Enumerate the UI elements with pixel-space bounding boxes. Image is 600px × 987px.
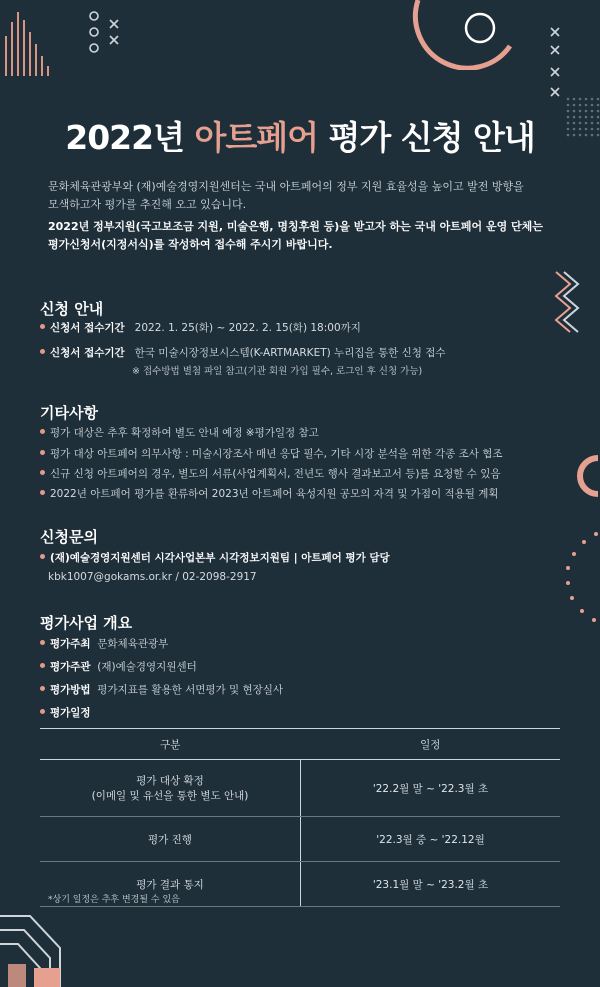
overview-item: [40, 705, 91, 721]
bullet-icon: [40, 554, 45, 559]
bar-pattern-decoration: [0, 0, 60, 80]
intro-paragraph-2: [48, 218, 558, 254]
dotted-arc-decoration: [556, 528, 600, 628]
title-year: 2022년: [65, 118, 184, 157]
title-accent: 아트페어: [194, 118, 318, 157]
table-cell-period: '22.3월 중 ~ '22.12월: [301, 817, 561, 862]
intro-paragraph-1: [48, 178, 558, 214]
half-circle-decoration: [568, 454, 600, 498]
etc-item-text: 평가 대상은 추후 확정하여 별도 안내 예정 ※평가일정 참고: [50, 427, 319, 439]
stage-line: (이메일 및 유선을 통한 별도 안내): [91, 790, 249, 802]
etc-item-text: 2022년 아트페어 평가를 환류하여 2023년 아트페어 육성지원 공모의 자격 및 가점이 적용될 계획: [50, 488, 499, 500]
table-cell-stage: 평가 진행: [40, 817, 301, 862]
bullet-icon: [40, 663, 45, 668]
overview-heading: 평가사업 개요: [40, 614, 133, 632]
overview-item: [40, 682, 283, 698]
apply-method-label: 신청서 접수기간: [50, 347, 125, 359]
overview-item-label: 평가일정: [50, 707, 91, 719]
table-cell-stage: 평가 결과 통지: [40, 862, 301, 907]
table-header-row: [40, 729, 560, 760]
intro-line: 모색하고자 평가를 추진해 오고 있습니다.: [48, 198, 247, 211]
etc-item: [40, 486, 499, 502]
table-header-cell: 구분: [40, 729, 301, 760]
zigzag-decoration: [552, 270, 582, 336]
table-cell-stage: [40, 760, 301, 817]
apply-heading: 신청 안내: [40, 300, 104, 318]
etc-item: [40, 446, 503, 462]
overview-item: [40, 659, 197, 675]
schedule-note: *상기 일정은 추후 변경될 수 있음: [48, 895, 180, 905]
apply-period-label: 신청서 접수기간: [50, 322, 125, 334]
table-cell-period: '23.1월 말 ~ '23.2월 초: [301, 862, 561, 907]
overview-item-value: 평가지표를 활용한 서면평가 및 현장실사: [97, 684, 284, 696]
apply-method-value: 한국 미술시장정보시스템(K-ARTMARKET) 누리집을 통한 신청 접수: [134, 347, 446, 359]
overview-item-label: 평가주최: [50, 638, 91, 650]
bullet-icon: [40, 709, 45, 714]
cube-lines-decoration: [0, 908, 80, 987]
table-header-cell: 일정: [301, 729, 561, 760]
page-title: [0, 112, 600, 159]
etc-heading: 기타사항: [40, 404, 98, 422]
intro-line: 문화체육관광부와 (재)예술경영지원센터는 국내 아트페어의 정부 지원 효율성을 높이고 발전 방향을: [48, 180, 524, 193]
bullet-icon: [40, 490, 45, 495]
contact-detail: kbk1007@gokams.or.kr / 02-2098-2917: [48, 571, 257, 583]
schedule-table: [40, 728, 560, 907]
overview-item-value: (재)예술경영지원센터: [97, 661, 197, 673]
table-row: [40, 760, 560, 817]
crosses-decoration-right: [545, 22, 569, 102]
bullet-icon: [40, 470, 45, 475]
apply-period-row: [40, 320, 361, 336]
etc-item: [40, 466, 501, 482]
apply-period-value: 2022. 1. 25(화) ~ 2022. 2. 15(화) 18:00까지: [134, 322, 361, 334]
contact-org: (재)예술경영지원센터 시각사업본부 시각정보지원팀 | 아트페어 평가 담당: [50, 552, 390, 564]
apply-method-row: [40, 345, 446, 361]
apply-method-note: ※ 접수방법 별첨 파일 참고(기관 회원 가입 필수, 로그인 후 신청 가능): [132, 366, 423, 377]
bullet-icon: [40, 640, 45, 645]
table-row: [40, 817, 560, 862]
contact-heading: 신청문의: [40, 528, 98, 546]
overview-item-label: 평가주관: [50, 661, 91, 673]
bullet-icon: [40, 324, 45, 329]
table-cell-period: '22.2월 말 ~ '22.3월 초: [301, 760, 561, 817]
title-rest: 평가 신청 안내: [328, 118, 535, 157]
overview-item: [40, 636, 168, 652]
etc-item: [40, 425, 319, 441]
stage-line: 평가 대상 확정: [136, 775, 204, 787]
bullet-icon: [40, 349, 45, 354]
bullet-icon: [40, 429, 45, 434]
overview-item-value: 문화체육관광부: [97, 638, 169, 650]
intro-line: 평가신청서(지정서식)를 작성하여 접수해 주시기 바랍니다.: [48, 238, 333, 251]
bullet-icon: [40, 686, 45, 691]
circles-crosses-decoration: [86, 6, 126, 66]
bullet-icon: [40, 450, 45, 455]
intro-line: 2022년 정부지원(국고보조금 지원, 미술은행, 명칭후원 등)을 받고자 하는 국내 아트페어 운영 단체는: [48, 220, 543, 233]
overview-item-label: 평가방법: [50, 684, 91, 696]
etc-item-text: 신규 신청 아트페어의 경우, 별도의 서류(사업계획서, 전년도 행사 결과보고서 등)를 요청할 수 있음: [50, 468, 501, 480]
contact-org-row: [40, 550, 390, 566]
arc-decoration-top: [410, 0, 520, 70]
etc-item-text: 평가 대상 아트페어 의무사항 : 미술시장조사 매년 응답 필수, 기타 시장 분석을 위한 각종 조사 협조: [50, 448, 503, 460]
